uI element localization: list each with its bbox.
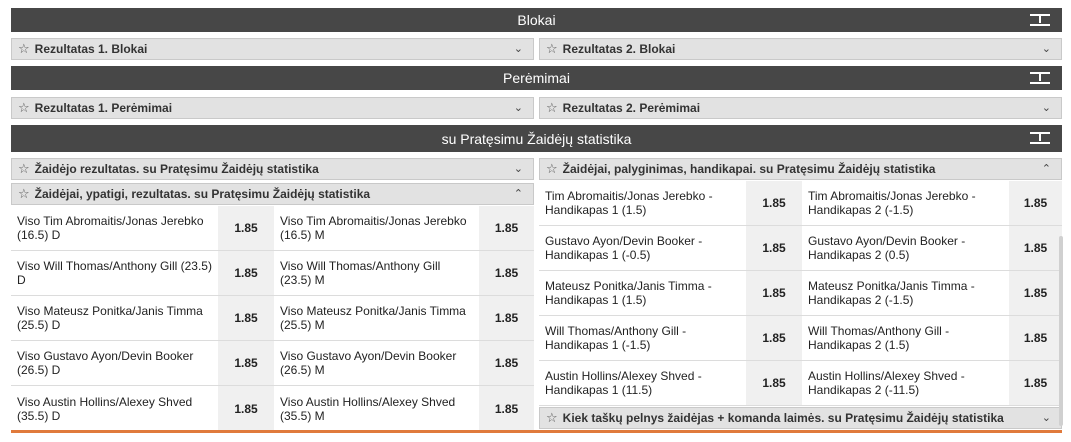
chevron-up-icon: ⌃ [513,188,523,200]
star-icon[interactable]: ☆ [546,410,558,425]
odds-button[interactable]: 1.85 [218,296,274,340]
market-title: Žaidėjai, palyginimas, handikapai. su Pratęsimu Žaidėjų statistika [562,162,936,176]
selection-label: Will Thomas/Anthony Gill - Handikapas 2 (1.5) [802,316,1009,360]
section-title: su Pratęsimu Žaidėjų statistika [441,130,632,147]
scrollbar[interactable] [1059,236,1063,426]
table-row [11,206,534,251]
market-header-player-result[interactable] [11,158,534,180]
star-icon[interactable]: ☆ [18,161,30,176]
divider [11,430,1062,433]
market-header-blokai-1[interactable] [11,38,534,60]
odds-button[interactable]: 1.85 [746,316,802,360]
odds-button[interactable]: 1.85 [479,296,534,340]
market-title: Kiek taškų pelnys žaidėjas + komanda laimės. su Pratęsimu Žaidėjų statistika [562,411,1004,425]
odds-button[interactable]: 1.85 [1009,316,1062,360]
collapse-icon[interactable] [1030,71,1050,85]
selection-label: Gustavo Ayon/Devin Booker - Handikapas 2 (0.5) [802,226,1009,270]
section-title: Perėmimai [503,70,570,86]
chevron-down-icon: ⌄ [1041,102,1051,114]
market-title: Rezultatas 2. Blokai [562,42,676,56]
odds-button[interactable]: 1.85 [746,271,802,315]
market-title: Rezultatas 1. Blokai [34,42,148,56]
collapse-icon[interactable] [1030,131,1050,145]
market-title: Rezultatas 1. Perėmimai [34,101,173,115]
selection-label: Viso Will Thomas/Anthony Gill (23.5) M [274,251,479,295]
selection-label: Austin Hollins/Alexey Shved - Handikapas 1 (11.5) [539,361,746,405]
market-header-players-comparison[interactable] [539,158,1062,180]
selection-label: Tim Abromaitis/Jonas Jerebko - Handikapas 2 (-1.5) [802,181,1009,225]
odds-grid-players-comparison [539,181,1062,406]
chevron-down-icon: ⌄ [513,102,523,114]
table-row [11,251,534,296]
odds-button[interactable]: 1.85 [1009,226,1062,270]
selection-label: Viso Tim Abromaitis/Jonas Jerebko (16.5) M [274,206,479,250]
odds-button[interactable]: 1.85 [479,386,534,431]
selection-label: Viso Will Thomas/Anthony Gill (23.5) D [11,251,218,295]
selection-label: Austin Hollins/Alexey Shved - Handikapas 2 (-11.5) [802,361,1009,405]
section-header-player-stats[interactable] [11,125,1062,152]
table-row [539,226,1062,271]
chevron-down-icon: ⌄ [513,43,523,55]
selection-label: Viso Mateusz Ponitka/Janis Timma (25.5) D [11,296,218,340]
market-header-peremimai-2[interactable] [539,97,1062,119]
section-title: Blokai [517,12,556,28]
odds-button[interactable]: 1.85 [746,361,802,405]
odds-button[interactable]: 1.85 [1009,181,1062,225]
market-header-players-special[interactable] [11,183,534,205]
star-icon[interactable]: ☆ [18,100,30,115]
chevron-down-icon: ⌄ [1041,412,1051,424]
table-row [539,271,1062,316]
market-header-blokai-2[interactable] [539,38,1062,60]
table-row [11,386,534,431]
market-title: Žaidėjai, ypatigi, rezultatas. su Pratęsimu Žaidėjų statistika [34,187,371,201]
star-icon[interactable]: ☆ [546,161,558,176]
selection-label: Viso Tim Abromaitis/Jonas Jerebko (16.5) D [11,206,218,250]
market-title: Žaidėjo rezultatas. su Pratęsimu Žaidėjų statistika [34,162,319,176]
odds-button[interactable]: 1.85 [218,341,274,385]
table-row [11,296,534,341]
chevron-up-icon: ⌃ [1041,163,1051,175]
odds-button[interactable]: 1.85 [1009,271,1062,315]
table-row [11,341,534,386]
selection-label: Viso Austin Hollins/Alexey Shved (35.5) M [274,386,479,431]
odds-button[interactable]: 1.85 [1009,361,1062,405]
odds-button[interactable]: 1.85 [479,206,534,250]
odds-button[interactable]: 1.85 [218,386,274,431]
table-row [539,361,1062,406]
selection-label: Viso Gustavo Ayon/Devin Booker (26.5) M [274,341,479,385]
chevron-down-icon: ⌄ [513,163,523,175]
odds-grid-players-special [11,206,534,431]
star-icon[interactable]: ☆ [546,100,558,115]
odds-button[interactable]: 1.85 [479,341,534,385]
table-row [539,181,1062,226]
selection-label: Gustavo Ayon/Devin Booker - Handikapas 1 (-0.5) [539,226,746,270]
selection-label: Mateusz Ponitka/Janis Timma - Handikapas 1 (1.5) [539,271,746,315]
odds-button[interactable]: 1.85 [479,251,534,295]
odds-button[interactable]: 1.85 [218,206,274,250]
section-header-blokai[interactable] [11,8,1062,32]
star-icon[interactable]: ☆ [18,186,30,201]
star-icon[interactable]: ☆ [18,41,30,56]
market-header-peremimai-1[interactable] [11,97,534,119]
chevron-down-icon: ⌄ [1041,43,1051,55]
selection-label: Will Thomas/Anthony Gill - Handikapas 1 (-1.5) [539,316,746,360]
market-header-points-plus-team[interactable] [539,407,1062,429]
odds-button[interactable]: 1.85 [746,226,802,270]
table-row [539,316,1062,361]
odds-button[interactable]: 1.85 [746,181,802,225]
selection-label: Mateusz Ponitka/Janis Timma - Handikapas 2 (-1.5) [802,271,1009,315]
odds-button[interactable]: 1.85 [218,251,274,295]
section-header-peremimai[interactable] [11,66,1062,90]
selection-label: Viso Gustavo Ayon/Devin Booker (26.5) D [11,341,218,385]
collapse-icon[interactable] [1030,13,1050,27]
star-icon[interactable]: ☆ [546,41,558,56]
market-title: Rezultatas 2. Perėmimai [562,101,701,115]
selection-label: Tim Abromaitis/Jonas Jerebko - Handikapas 1 (1.5) [539,181,746,225]
selection-label: Viso Mateusz Ponitka/Janis Timma (25.5) M [274,296,479,340]
selection-label: Viso Austin Hollins/Alexey Shved (35.5) D [11,386,218,431]
